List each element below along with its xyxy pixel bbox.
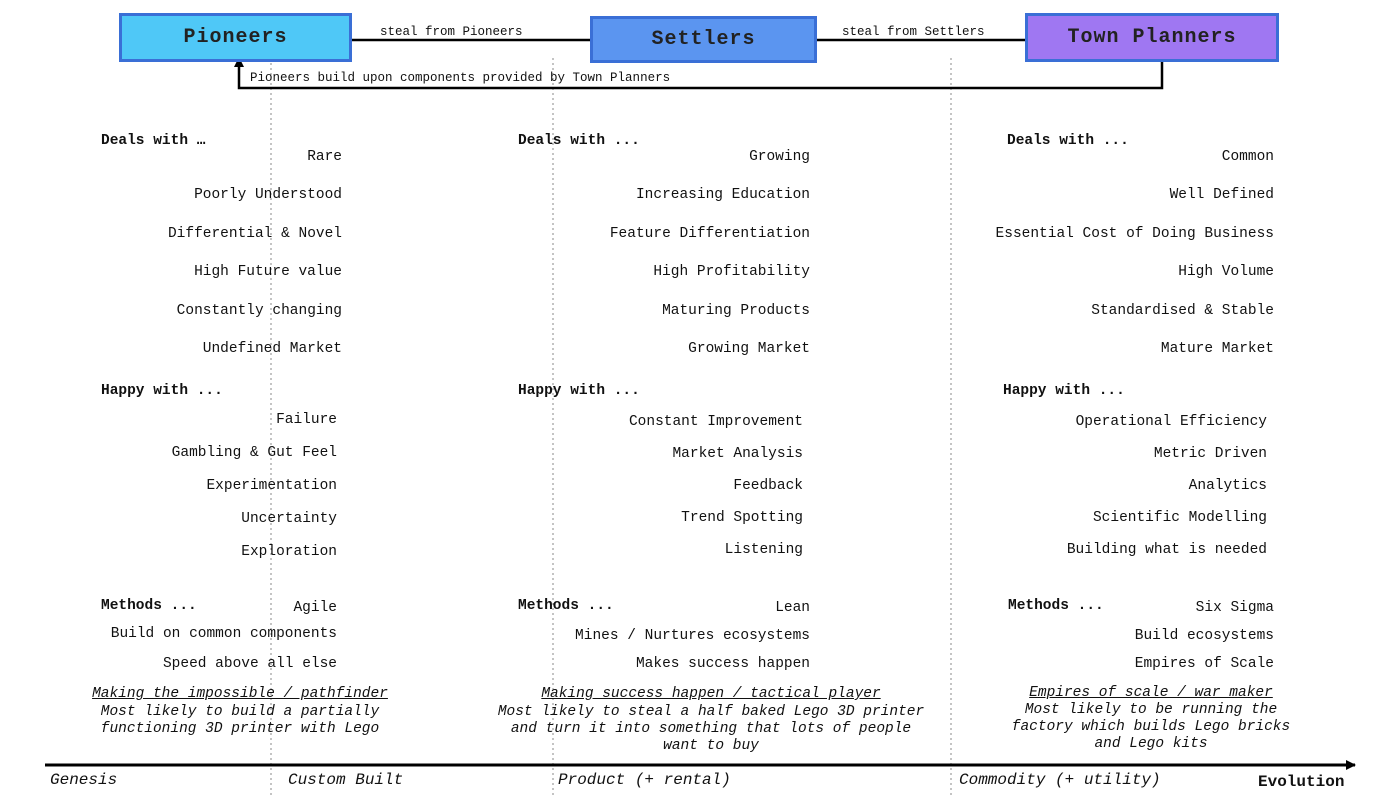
settlers-methods-item: Mines / Nurtures ecosystems [575, 628, 810, 644]
pioneers-happy-item: Exploration [241, 544, 337, 560]
pioneers-deals-item: Differential & Novel [167, 226, 342, 242]
steal-from-settlers-label: steal from Settlers [842, 25, 985, 39]
town-planners-deals-item: Well Defined [1169, 187, 1274, 203]
town-planners-summary-line: Most likely to be running the [1024, 702, 1278, 718]
town-planners-methods-item: Empires of Scale [1134, 656, 1274, 672]
pioneers-happy-item: Uncertainty [241, 511, 337, 527]
town-planners-summary-line: and Lego kits [1094, 736, 1208, 752]
settlers-methods-item: Makes success happen [635, 656, 810, 672]
pioneers-happy-item: Failure [276, 412, 337, 428]
pioneers-happy-header: Happy with ... [101, 383, 223, 399]
settlers-summary-title: Making success happen / tactical player [541, 686, 881, 702]
axis-stage-custom-built: Custom Built [288, 771, 404, 789]
pioneers-box: Pioneers [119, 13, 352, 62]
settlers-happy-header: Happy with ... [518, 383, 640, 399]
town-planners-deals-item: Common [1221, 149, 1274, 165]
pioneers-summary-line: functioning 3D printer with Lego [100, 721, 380, 737]
town-planners-happy-header: Happy with ... [1003, 383, 1125, 399]
pioneers-deals-item: Poorly Understood [194, 187, 342, 203]
settlers-deals-item: Growing [749, 149, 810, 165]
settlers-deals-item: Growing Market [688, 341, 810, 357]
settlers-deals-item: Maturing Products [662, 303, 810, 319]
settlers-summary-line: Most likely to steal a half baked Lego 3D printer [497, 704, 925, 720]
town-planners-happy-item: Operational Efficiency [1075, 414, 1267, 430]
pioneers-methods-item: Agile [293, 600, 337, 616]
pioneers-deals-header: Deals with … [101, 133, 206, 149]
settlers-happy-item: Market Analysis [672, 446, 803, 462]
town-planners-deals-item: High Volume [1178, 264, 1274, 280]
pioneers-methods-header: Methods ... [101, 598, 197, 614]
pioneers-deals-item: Rare [307, 149, 342, 165]
pioneers-methods-item: Build on common components [110, 626, 337, 642]
town-planners-summary-line: factory which builds Lego bricks [1011, 719, 1291, 735]
town-planners-methods-item: Six Sigma [1195, 600, 1274, 616]
settlers-methods-item: Lean [775, 600, 810, 616]
town-planners-deals-header: Deals with ... [1007, 133, 1129, 149]
settlers-happy-item: Listening [724, 542, 803, 558]
town-planners-happy-item: Metric Driven [1153, 446, 1267, 462]
settlers-deals-header: Deals with ... [518, 133, 640, 149]
settlers-deals-item: Feature Differentiation [609, 226, 810, 242]
settlers-happy-item: Feedback [733, 478, 803, 494]
pioneers-deals-item: High Future value [194, 264, 342, 280]
pioneers-deals-item: Undefined Market [202, 341, 342, 357]
feedback-label: Pioneers build upon components provided by Town Planners [250, 71, 671, 85]
settlers-summary-line: want to buy [663, 738, 759, 754]
town-planners-methods-item: Build ecosystems [1134, 628, 1274, 644]
town-planners-box: Town Planners [1025, 13, 1279, 62]
settlers-deals-item: High Profitability [653, 264, 810, 280]
town-planners-methods-header: Methods ... [1008, 598, 1104, 614]
pioneers-deals-item: Constantly changing [176, 303, 342, 319]
town-planners-happy-item: Analytics [1188, 478, 1267, 494]
settlers-happy-item: Trend Spotting [681, 510, 803, 526]
settlers-methods-header: Methods ... [518, 598, 614, 614]
pioneers-happy-item: Gambling & Gut Feel [171, 445, 337, 461]
axis-label-evolution: Evolution [1258, 773, 1345, 791]
pioneers-methods-item: Speed above all else [162, 656, 337, 672]
settlers-deals-item: Increasing Education [635, 187, 810, 203]
axis-stage-genesis: Genesis [50, 771, 118, 789]
town-planners-deals-item: Essential Cost of Doing Business [995, 226, 1274, 242]
settlers-summary-line: and turn it into something that lots of people [510, 721, 912, 737]
pioneers-summary-line: Most likely to build a partially [100, 704, 380, 720]
pioneers-summary-title: Making the impossible / pathfinder [92, 686, 388, 702]
axis-stage-commodity: Commodity (+ utility) [959, 771, 1161, 789]
town-planners-deals-item: Standardised & Stable [1091, 303, 1274, 319]
town-planners-summary-title: Empires of scale / war maker [1029, 685, 1273, 701]
town-planners-deals-item: Mature Market [1160, 341, 1274, 357]
town-planners-happy-item: Scientific Modelling [1092, 510, 1267, 526]
town-planners-happy-item: Building what is needed [1066, 542, 1267, 558]
settlers-happy-item: Constant Improvement [628, 414, 803, 430]
axis-stage-product: Product (+ rental) [558, 771, 731, 789]
steal-from-pioneers-label: steal from Pioneers [380, 25, 523, 39]
pioneers-happy-item: Experimentation [206, 478, 337, 494]
settlers-box: Settlers [590, 16, 817, 63]
